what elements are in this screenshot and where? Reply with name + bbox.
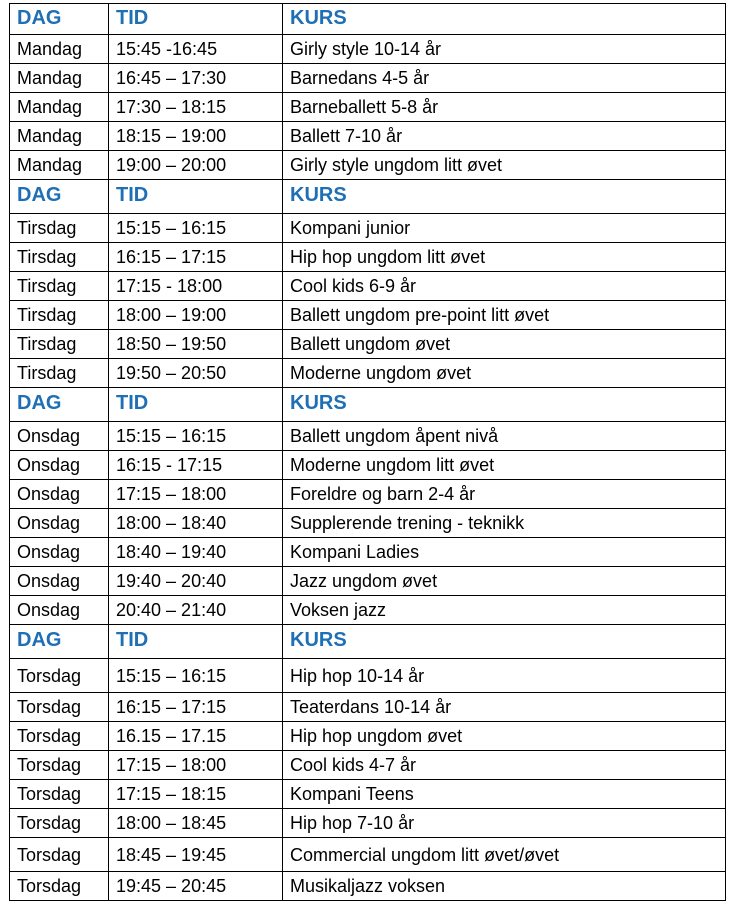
table-row xyxy=(10,243,726,272)
table-row xyxy=(10,301,726,330)
cell-dag: Mandag xyxy=(10,151,109,180)
table-row xyxy=(10,567,726,596)
table-row xyxy=(10,64,726,93)
cell-tid: 18:00 – 19:00 xyxy=(109,301,283,330)
cell-kurs: Hip hop ungdom øvet xyxy=(283,722,726,751)
header-dag: DAG xyxy=(10,180,109,214)
cell-kurs: Barneballett 5-8 år xyxy=(283,93,726,122)
cell-dag: Tirsdag xyxy=(10,214,109,243)
cell-dag: Torsdag xyxy=(10,809,109,838)
cell-dag: Onsdag xyxy=(10,538,109,567)
cell-kurs: Hip hop ungdom litt øvet xyxy=(283,243,726,272)
header-row xyxy=(10,180,726,214)
cell-kurs: Kompani Ladies xyxy=(283,538,726,567)
cell-tid: 15:45 -16:45 xyxy=(109,35,283,64)
cell-dag: Torsdag xyxy=(10,872,109,901)
cell-dag: Onsdag xyxy=(10,480,109,509)
header-kurs: KURS xyxy=(283,625,726,659)
cell-tid: 20:40 – 21:40 xyxy=(109,596,283,625)
cell-kurs: Cool kids 6-9 år xyxy=(283,272,726,301)
cell-kurs: Barnedans 4-5 år xyxy=(283,64,726,93)
header-tid: TID xyxy=(109,4,283,35)
table-row xyxy=(10,596,726,625)
table-row xyxy=(10,422,726,451)
header-tid: TID xyxy=(109,180,283,214)
cell-tid: 16:15 – 17:15 xyxy=(109,243,283,272)
cell-kurs: Commercial ungdom litt øvet/øvet xyxy=(283,838,726,872)
cell-dag: Onsdag xyxy=(10,422,109,451)
cell-kurs: Musikaljazz voksen xyxy=(283,872,726,901)
cell-kurs: Ballett ungdom øvet xyxy=(283,330,726,359)
table-row xyxy=(10,809,726,838)
table-row xyxy=(10,93,726,122)
cell-tid: 16:45 – 17:30 xyxy=(109,64,283,93)
cell-kurs: Ballett 7-10 år xyxy=(283,122,726,151)
cell-dag: Onsdag xyxy=(10,451,109,480)
cell-tid: 18:50 – 19:50 xyxy=(109,330,283,359)
table-row xyxy=(10,872,726,901)
cell-tid: 19:45 – 20:45 xyxy=(109,872,283,901)
header-kurs: KURS xyxy=(283,180,726,214)
table-row xyxy=(10,538,726,567)
cell-tid: 17:15 – 18:00 xyxy=(109,751,283,780)
table-row xyxy=(10,35,726,64)
table-row xyxy=(10,330,726,359)
cell-dag: Mandag xyxy=(10,122,109,151)
table-row xyxy=(10,509,726,538)
cell-tid: 18:00 – 18:45 xyxy=(109,809,283,838)
cell-dag: Mandag xyxy=(10,35,109,64)
cell-dag: Torsdag xyxy=(10,659,109,693)
header-row xyxy=(10,388,726,422)
cell-kurs: Cool kids 4-7 år xyxy=(283,751,726,780)
cell-dag: Torsdag xyxy=(10,693,109,722)
cell-kurs: Girly style 10-14 år xyxy=(283,35,726,64)
cell-tid: 15:15 – 16:15 xyxy=(109,214,283,243)
cell-dag: Tirsdag xyxy=(10,272,109,301)
cell-dag: Mandag xyxy=(10,93,109,122)
table-row xyxy=(10,272,726,301)
cell-dag: Tirsdag xyxy=(10,330,109,359)
cell-tid: 17:30 – 18:15 xyxy=(109,93,283,122)
table-row xyxy=(10,780,726,809)
cell-tid: 16:15 - 17:15 xyxy=(109,451,283,480)
cell-tid: 17:15 – 18:00 xyxy=(109,480,283,509)
cell-tid: 18:45 – 19:45 xyxy=(109,838,283,872)
header-row xyxy=(10,4,726,35)
table-row xyxy=(10,122,726,151)
header-dag: DAG xyxy=(10,4,109,35)
table-row xyxy=(10,480,726,509)
cell-kurs: Foreldre og barn 2-4 år xyxy=(283,480,726,509)
cell-kurs: Ballett ungdom pre-point litt øvet xyxy=(283,301,726,330)
table-row xyxy=(10,659,726,693)
table-row xyxy=(10,214,726,243)
cell-dag: Torsdag xyxy=(10,751,109,780)
table-row xyxy=(10,693,726,722)
cell-tid: 17:15 – 18:15 xyxy=(109,780,283,809)
cell-tid: 15:15 – 16:15 xyxy=(109,659,283,693)
cell-dag: Torsdag xyxy=(10,838,109,872)
cell-dag: Tirsdag xyxy=(10,243,109,272)
cell-dag: Mandag xyxy=(10,64,109,93)
cell-kurs: Supplerende trening - teknikk xyxy=(283,509,726,538)
header-row xyxy=(10,625,726,659)
cell-tid: 19:40 – 20:40 xyxy=(109,567,283,596)
cell-dag: Tirsdag xyxy=(10,301,109,330)
cell-kurs: Hip hop 7-10 år xyxy=(283,809,726,838)
cell-dag: Onsdag xyxy=(10,567,109,596)
header-tid: TID xyxy=(109,388,283,422)
header-dag: DAG xyxy=(10,388,109,422)
cell-tid: 19:50 – 20:50 xyxy=(109,359,283,388)
cell-dag: Torsdag xyxy=(10,722,109,751)
cell-dag: Onsdag xyxy=(10,596,109,625)
cell-kurs: Jazz ungdom øvet xyxy=(283,567,726,596)
cell-kurs: Voksen jazz xyxy=(283,596,726,625)
table-row xyxy=(10,151,726,180)
cell-kurs: Moderne ungdom øvet xyxy=(283,359,726,388)
cell-kurs: Kompani Teens xyxy=(283,780,726,809)
cell-tid: 18:40 – 19:40 xyxy=(109,538,283,567)
cell-tid: 15:15 – 16:15 xyxy=(109,422,283,451)
header-tid: TID xyxy=(109,625,283,659)
cell-tid: 18:15 – 19:00 xyxy=(109,122,283,151)
cell-tid: 18:00 – 18:40 xyxy=(109,509,283,538)
table-row xyxy=(10,751,726,780)
header-kurs: KURS xyxy=(283,388,726,422)
schedule-table xyxy=(9,3,726,901)
header-dag: DAG xyxy=(10,625,109,659)
table-row xyxy=(10,722,726,751)
cell-tid: 17:15 - 18:00 xyxy=(109,272,283,301)
cell-kurs: Girly style ungdom litt øvet xyxy=(283,151,726,180)
cell-tid: 16:15 – 17:15 xyxy=(109,693,283,722)
table-row xyxy=(10,359,726,388)
cell-kurs: Kompani junior xyxy=(283,214,726,243)
cell-tid: 19:00 – 20:00 xyxy=(109,151,283,180)
cell-dag: Torsdag xyxy=(10,780,109,809)
header-kurs: KURS xyxy=(283,4,726,35)
cell-kurs: Hip hop 10-14 år xyxy=(283,659,726,693)
cell-kurs: Ballett ungdom åpent nivå xyxy=(283,422,726,451)
cell-kurs: Moderne ungdom litt øvet xyxy=(283,451,726,480)
cell-dag: Onsdag xyxy=(10,509,109,538)
cell-kurs: Teaterdans 10-14 år xyxy=(283,693,726,722)
schedule-body xyxy=(10,4,726,901)
table-row xyxy=(10,838,726,872)
cell-tid: 16.15 – 17.15 xyxy=(109,722,283,751)
table-row xyxy=(10,451,726,480)
cell-dag: Tirsdag xyxy=(10,359,109,388)
